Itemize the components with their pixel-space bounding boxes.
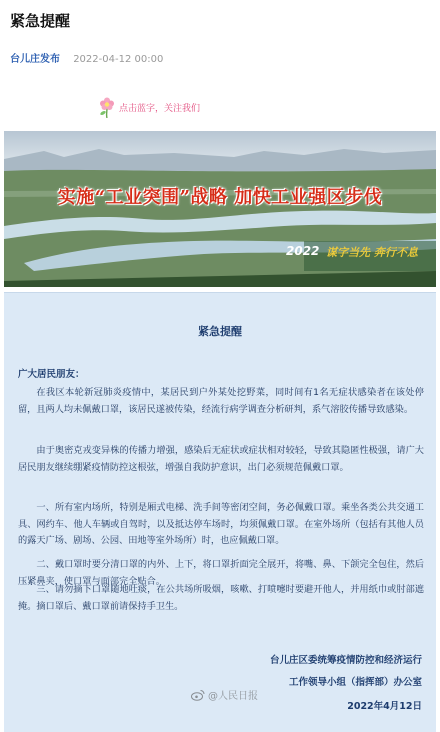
- article-meta: [10, 50, 163, 65]
- follow-text: 点击蓝字，关注我们: [119, 103, 201, 114]
- notice-date: 2022年4月12日: [347, 701, 422, 712]
- article-title: 紧急提醒: [10, 12, 71, 30]
- notice-paragraph: 由于奥密克戎变异株的传播力增强，感染后无症状或症状相对较轻，导致其隐匿性极强，请广大居民朋友继续绷紧疫情防控这根弦，增强自我防护意识，出门必须规范佩戴口罩。: [18, 445, 424, 473]
- notice-paragraph: 一、所有室内场所，特别是厢式电梯、洗手间等密闭空间，务必佩戴口罩。乘坐各类公共交通工具、网约车、他人车辆或自驾时，以及抵达停车场时，均须佩戴口罩。在室外场所（包括有其他人员的露天广场、剧场、公园、田地等室外场所）时，也应佩戴口罩。: [18, 502, 424, 546]
- watermark: [191, 687, 258, 702]
- banner-motto: 谋字当先 奔行不息: [326, 246, 418, 259]
- banner-slogan: 实施“工业突围”战略 加快工业强区步伐: [57, 187, 383, 208]
- weibo-icon: [191, 689, 205, 701]
- account-name-link[interactable]: 台儿庄发布: [10, 54, 60, 65]
- notice-paragraph: 二、戴口罩时要分清口罩的内外、上下，将口罩折面完全展开，将嘴、鼻、下颌完全包住，然后压紧鼻夹，使口罩与面部完全贴合。: [18, 559, 424, 587]
- flower-icon: [97, 96, 117, 118]
- signature-office: 工作领导小组（指挥部）办公室: [288, 677, 422, 688]
- banner-image: [4, 131, 436, 287]
- notice-title: 紧急提醒: [198, 325, 242, 338]
- signature-org: 台儿庄区委统筹疫情防控和经济运行: [269, 655, 422, 666]
- banner-year: 2022: [286, 244, 320, 258]
- watermark-text: @人民日报: [208, 691, 258, 702]
- notice-paragraph: 在我区本轮新冠肺炎疫情中，某居民到户外某处挖野菜，同时间有1名无症状感染者在该处停留，且两人均未佩戴口罩，该居民遂被传染，经流行病学调查分析研判，系气溶胶传播导致感染。: [18, 387, 424, 415]
- notice-card: [4, 292, 436, 732]
- notice-paragraph: 三、请勿摘下口罩随地吐痰，在公共场所吸烟，咳嗽、打喷嚏时要避开他人，并用纸巾或肘部遮掩。摘口罩后、戴口罩前请保持手卫生。: [18, 584, 424, 612]
- publish-time: 2022-04-12 00:00: [73, 54, 164, 65]
- notice-salutation: 广大居民朋友：: [18, 369, 85, 380]
- follow-prompt[interactable]: [97, 94, 200, 120]
